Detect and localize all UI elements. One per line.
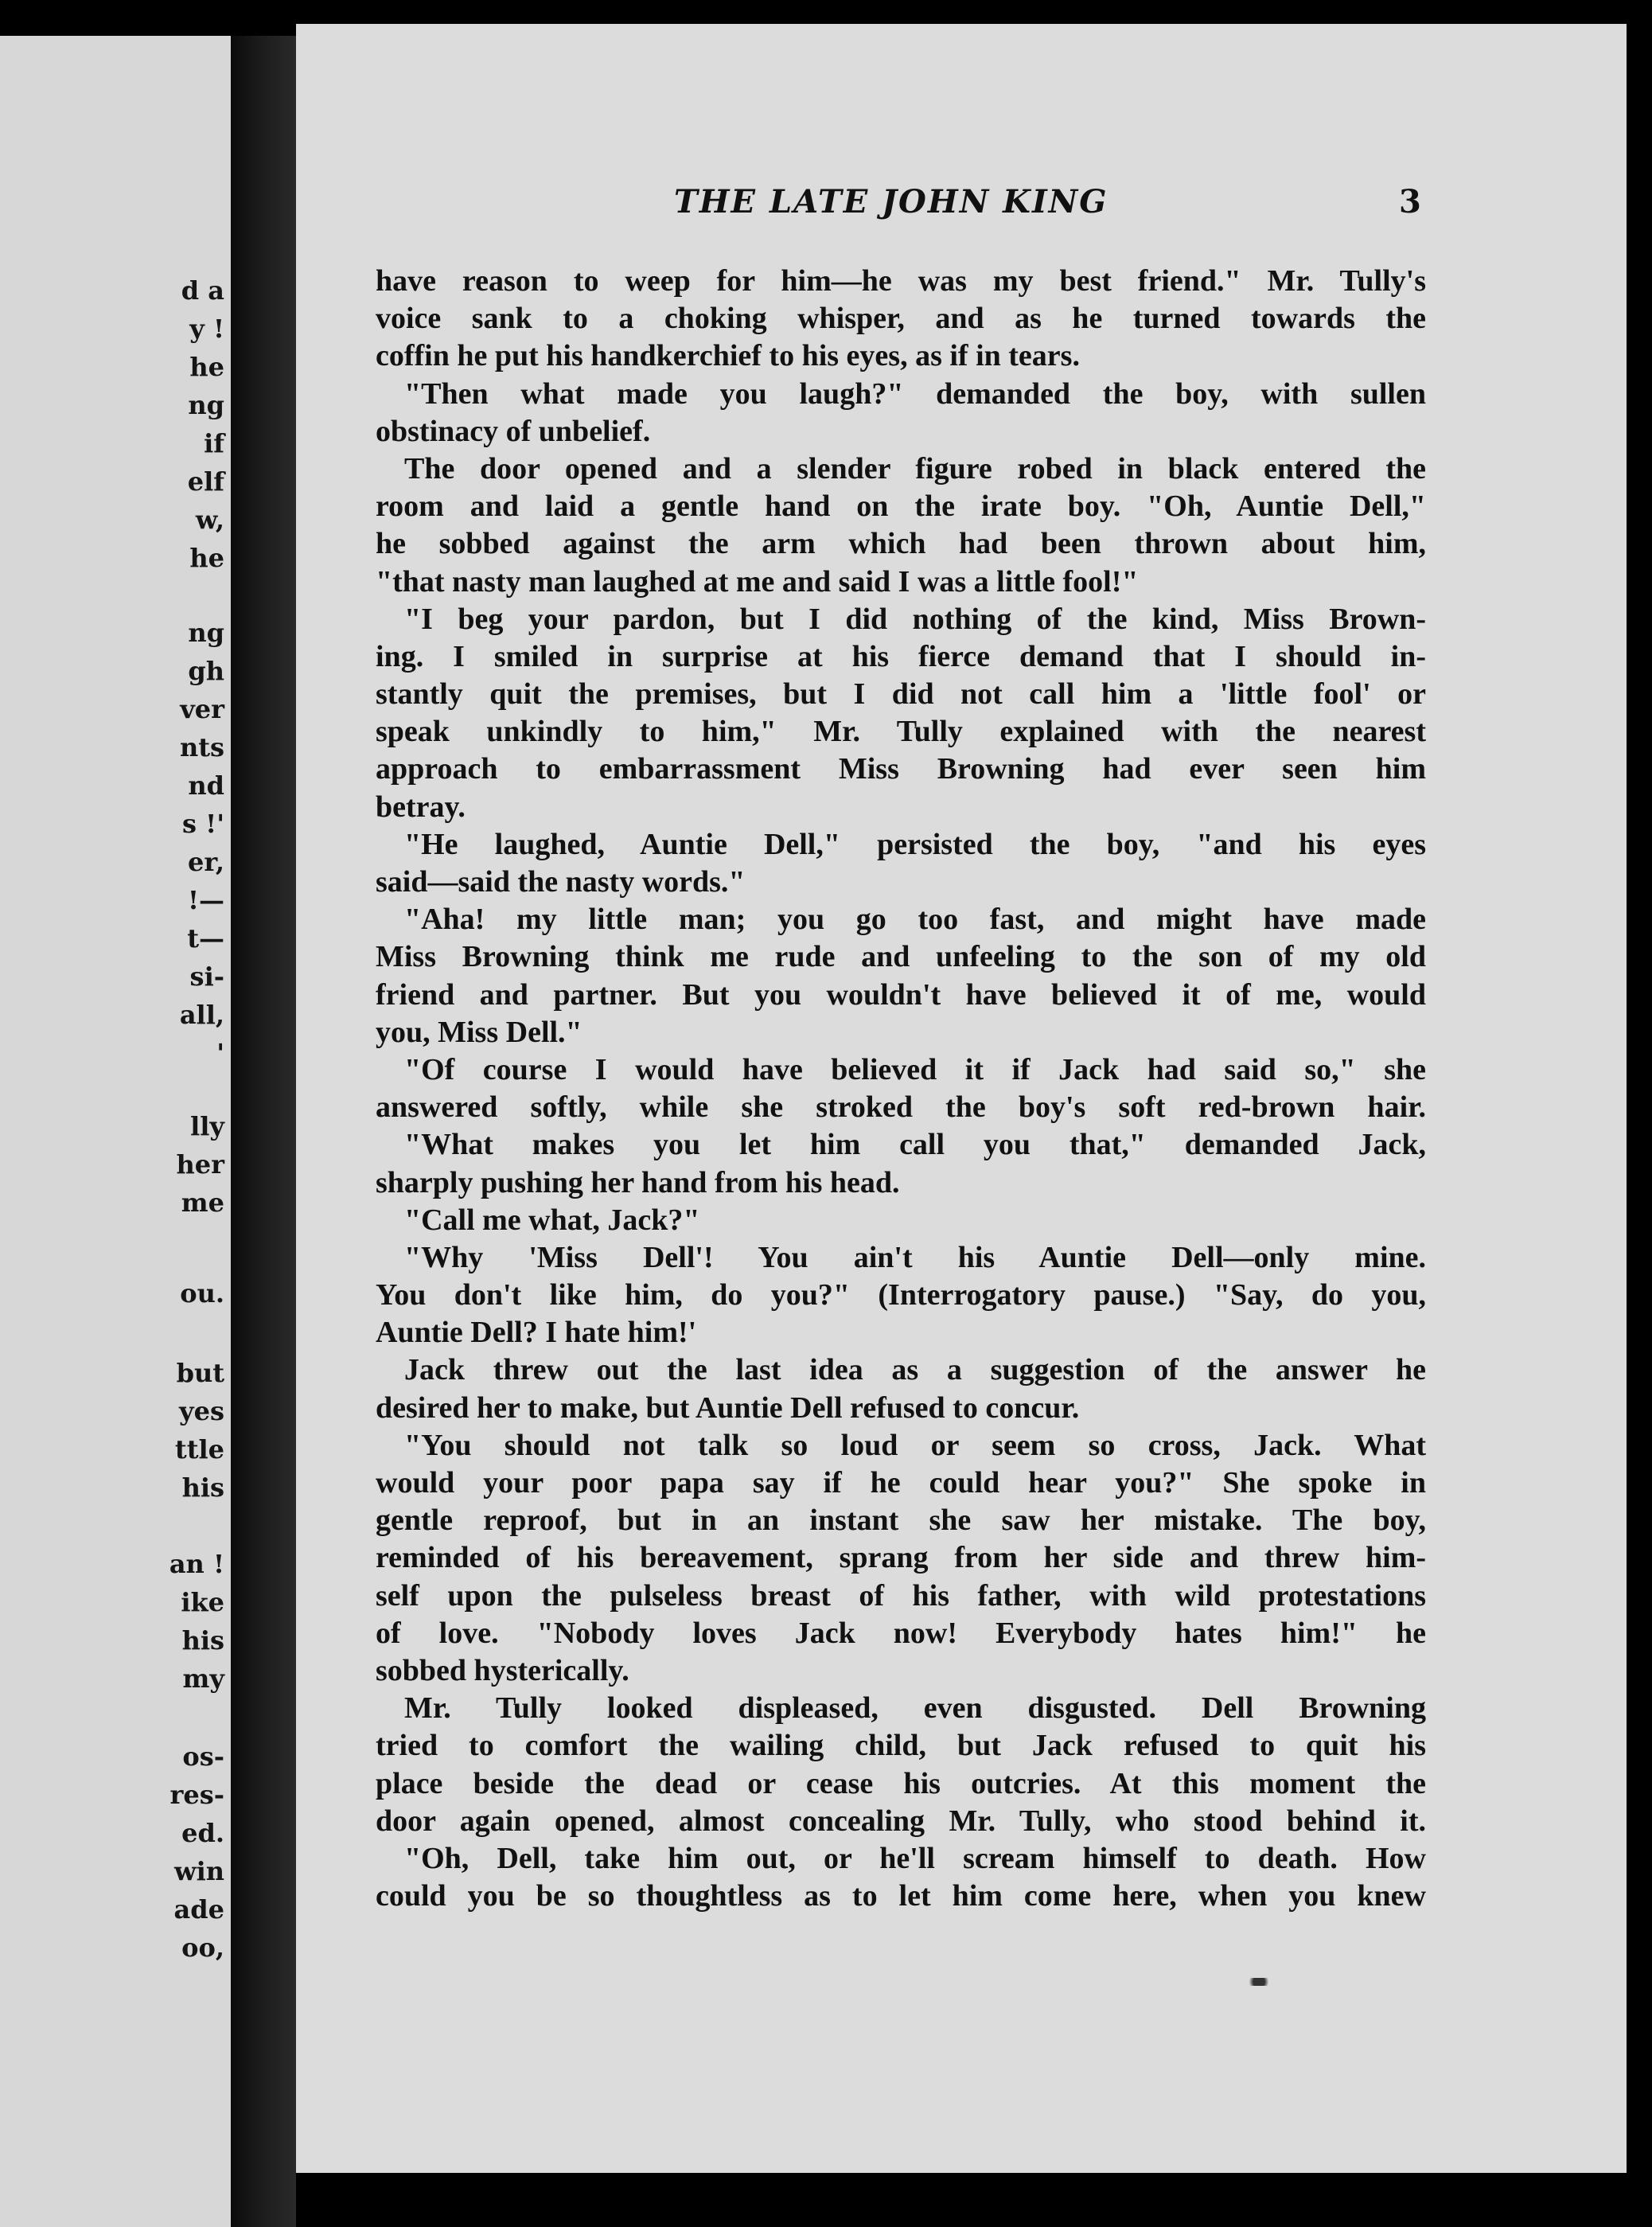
text-line: voice sank to a choking whisper, and as he turned towards the: [376, 302, 1426, 336]
text-line: "Call me what, Jack?": [404, 1203, 700, 1237]
text-line: you, Miss Dell.": [376, 1015, 582, 1049]
left-fragment: but: [176, 1358, 224, 1388]
left-fragment: his: [181, 1472, 224, 1503]
text-line: of love. "Nobody loves Jack now! Everybody hates him!" he: [376, 1616, 1426, 1650]
text-line: sobbed hysterically.: [376, 1653, 629, 1687]
text-line: "that nasty man laughed at me and said I was a little fool!": [376, 564, 1139, 599]
text-line: speak unkindly to him," Mr. Tully explained with the nearest: [376, 715, 1426, 749]
left-fragment: nts: [179, 732, 224, 762]
text-line: betray.: [376, 790, 466, 824]
page-number: 3: [1399, 183, 1421, 220]
left-fragment: d a: [181, 275, 224, 306]
left-fragment: ade: [173, 1894, 224, 1925]
text-line: said—said the nasty words.": [376, 865, 746, 899]
left-fragment: an !: [169, 1549, 224, 1579]
text-line: "Of course I would have believed it if Jack had said so," she: [404, 1052, 1426, 1086]
left-fragment: lly: [190, 1111, 224, 1141]
text-line: Auntie Dell? I hate him!': [376, 1316, 697, 1350]
left-fragment: nd: [188, 770, 224, 801]
text-line: stantly quit the premises, but I did not call him a 'little fool' or: [376, 677, 1426, 712]
text-line: "Oh, Dell, take him out, or he'll scream himself to death. How: [404, 1841, 1426, 1875]
left-fragment: win: [174, 1856, 224, 1886]
text-line: answered softly, while she stroked the boy's soft red-brown hair.: [376, 1090, 1426, 1125]
left-fragment: t—: [187, 923, 224, 954]
text-line: he sobbed against the arm which had been thrown about him,: [376, 527, 1426, 561]
left-fragment: ver: [180, 694, 224, 724]
text-line: door again opened, almost concealing Mr. Tully, who stood behind it.: [376, 1804, 1426, 1838]
ink-speck: [1243, 1978, 1275, 1986]
left-fragment: gh: [188, 656, 224, 686]
text-line: place beside the dead or cease his outcries. At this moment the: [376, 1766, 1426, 1800]
text-line: Miss Browning think me rude and unfeeling to the son of my old: [376, 940, 1426, 974]
text-line: "I beg your pardon, but I did nothing of the kind, Miss Brown-: [404, 602, 1426, 636]
text-line: "You should not talk so loud or seem so cross, Jack. What: [404, 1428, 1426, 1462]
left-fragment: ng: [188, 390, 224, 420]
text-line: "Then what made you laugh?" demanded the boy, with sullen: [404, 376, 1426, 411]
left-fragment: if: [204, 428, 224, 458]
text-line: Jack threw out the last idea as a suggestion of the answer he: [404, 1353, 1426, 1387]
text-line: room and laid a gentle hand on the irate boy. "Oh, Auntie Dell,": [376, 489, 1426, 524]
left-fragment: si-: [189, 961, 224, 992]
text-line: "Aha! my little man; you go too fast, and might have made: [404, 903, 1426, 937]
left-fragment: yes: [179, 1396, 224, 1426]
text-line: ing. I smiled in surprise at his fierce demand that I should in-: [376, 639, 1426, 673]
left-fragment: y !: [189, 314, 224, 344]
text-line: "Why 'Miss Dell'! You ain't his Auntie Dell—only mine.: [404, 1240, 1426, 1274]
left-fragment: w,: [195, 505, 224, 535]
left-fragment: ike: [181, 1587, 224, 1617]
text-line: reminded of his bereavement, sprang from her side and threw him-: [376, 1541, 1426, 1575]
left-fragment: his: [181, 1625, 224, 1656]
text-line: Mr. Tully looked displeased, even disgusted. Dell Browning: [404, 1691, 1426, 1726]
left-fragment: er,: [187, 847, 224, 877]
left-fragment: !—: [187, 885, 224, 915]
text-line: gentle reproof, but in an instant she saw her mistake. The boy,: [376, 1504, 1426, 1538]
text-line: friend and partner. But you wouldn't have believed it of me, would: [376, 977, 1426, 1012]
left-fragment: os-: [182, 1741, 224, 1772]
text-line: tried to comfort the wailing child, but Jack refused to quit his: [376, 1729, 1426, 1763]
running-header: [296, 183, 1627, 231]
text-line: have reason to weep for him—he was my best friend." Mr. Tully's: [376, 264, 1426, 298]
text-line: "What makes you let him call you that," demanded Jack,: [404, 1128, 1426, 1162]
binding-gutter: [231, 36, 296, 2227]
left-fragment: he: [189, 352, 224, 382]
left-fragment: me: [181, 1188, 224, 1218]
left-fragment: he: [189, 543, 224, 573]
text-line: coffin he put his handkerchief to his eyes, as if in tears.: [376, 339, 1080, 373]
left-fragment: s !': [182, 809, 224, 839]
left-fragment: her: [176, 1149, 224, 1180]
running-title: THE LATE JOHN KING: [674, 183, 1108, 220]
text-line: "He laughed, Auntie Dell," persisted the boy, "and his eyes: [404, 827, 1426, 861]
text-line: sharply pushing her hand from his head.: [376, 1165, 900, 1199]
left-fragment: ed.: [181, 1818, 224, 1848]
left-fragment: res-: [169, 1780, 224, 1810]
text-line: You don't like him, do you?" (Interrogatory pause.) "Say, do you,: [376, 1278, 1426, 1312]
text-line: obstinacy of unbelief.: [376, 414, 651, 448]
left-fragment: oo,: [181, 1933, 224, 1963]
text-line: self upon the pulseless breast of his father, with wild protestations: [376, 1578, 1426, 1613]
left-fragment: all,: [179, 1000, 224, 1030]
text-line: desired her to make, but Auntie Dell refused to concur.: [376, 1390, 1080, 1425]
left-fragment: ou.: [180, 1278, 224, 1309]
text-line: The door opened and a slender figure robed in black entered the: [404, 451, 1426, 486]
left-fragment: ng: [188, 618, 224, 648]
left-fragment: my: [182, 1663, 224, 1694]
left-fragment: elf: [187, 466, 224, 497]
body-text: [376, 263, 1426, 1934]
left-facing-page: [0, 36, 231, 2227]
book-page: [296, 24, 1627, 2173]
left-fragment: ttle: [174, 1434, 224, 1465]
text-line: could you be so thoughtless as to let him come here, when you knew: [376, 1879, 1426, 1913]
text-line: approach to embarrassment Miss Browning had ever seen him: [376, 752, 1426, 786]
left-fragment: ': [216, 1038, 224, 1068]
left-page-text-fragments: [0, 36, 231, 2227]
text-line: would your poor papa say if he could hear you?" She spoke in: [376, 1466, 1426, 1500]
